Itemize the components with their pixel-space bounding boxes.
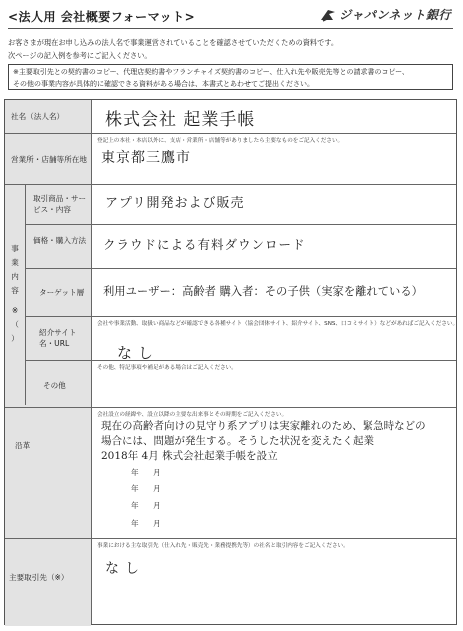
divider — [5, 538, 456, 539]
document-title: <法人用 会社概要フォーマット> — [8, 10, 196, 24]
notice-box — [8, 64, 453, 90]
office-note: 登記上の本社・本店以外に、支店・営業所・店舗等がありましたら主要なものをご記入ください。 — [97, 138, 344, 144]
month-marker: 月 — [153, 468, 161, 477]
target-label: ターゲット層 — [39, 288, 85, 297]
partners-note: 事業における主な取引先（仕入れ先・販売先・業務提携先等）の社名と取引内容をご記入ください。 — [97, 543, 349, 549]
target-value[interactable]: 利用ユーザー：高齢者 購入者：その子供（実家を離れている） — [103, 285, 423, 298]
other-note: その他、特記事項や補足がある場合はご記入ください。 — [97, 365, 237, 371]
label-shade-history — [5, 407, 91, 538]
history-note: 会社設立の経緯や、設立以降の主要な出来事とその時期をご記入ください。 — [97, 412, 288, 418]
title-rule — [8, 28, 453, 29]
price-value[interactable]: クラウドによる有料ダウンロード — [103, 237, 306, 252]
divider — [5, 133, 456, 134]
year-marker: 年 — [131, 484, 139, 493]
products-label: 取引商品・サービス・内容 — [33, 194, 87, 214]
year-marker: 年 — [131, 468, 139, 477]
price-label: 価格・購入方法 — [33, 236, 87, 245]
office-value[interactable]: 東京都三鷹市 — [101, 150, 191, 166]
year-marker: 年 — [131, 501, 139, 510]
history-line-1[interactable]: 現在の高齢者向けの見守り系アプリは実家離れのため、緊急時などの — [101, 420, 426, 432]
partners-label: 主要取引先（※） — [9, 573, 69, 582]
history-year-1[interactable]: 2018年 4月 株式会社起業手帳を設立 — [101, 450, 278, 462]
divider — [25, 224, 456, 225]
intro-line-1: お客さまが現在お申し込みの法人名で事業運営されていることを確認させていただくための資料です。 — [8, 38, 339, 47]
company-name-value[interactable]: 株式会社 起業手帳 — [105, 110, 256, 130]
partners-value[interactable]: なし — [105, 561, 145, 577]
notice-line-2: その他の事業内容が具体的に確認できる資料がある場合は、本書式とあわせてご提出ください。 — [13, 80, 314, 88]
history-line-2[interactable]: 場合には、問題が発生する。そうした状況を変えたく起業 — [101, 435, 374, 447]
site-label: 紹介サイト名・URL — [39, 328, 77, 348]
divider — [5, 184, 456, 185]
column-divider — [91, 100, 92, 624]
business-content-vertical-label: 事 業 内 容 ※ （ ） — [11, 244, 19, 343]
year-marker: 年 — [131, 519, 139, 528]
intro-line-2: 次ページの記入例を参考にご記入ください。 — [8, 51, 152, 60]
other-label: その他 — [43, 381, 66, 390]
history-label: 沿革 — [15, 441, 31, 450]
month-marker: 月 — [153, 484, 161, 493]
month-marker: 月 — [153, 501, 161, 510]
divider — [5, 407, 456, 408]
products-value[interactable]: アプリ開発および販売 — [105, 196, 245, 211]
bank-logo-text: ジャパンネット銀行 — [339, 8, 451, 22]
column-divider — [25, 184, 26, 405]
bank-logo-icon — [319, 7, 337, 23]
office-label: 営業所・店舗等所在地 — [11, 155, 87, 164]
divider — [25, 268, 456, 269]
site-note: 会社や事業活動、取扱い商品などが確認できる各種サイト（協会団体サイト、紹介サイト、SNS、口コミサイト）などがあればご記入ください。 — [97, 321, 459, 327]
company-profile-form — [4, 99, 457, 625]
divider — [25, 316, 456, 317]
notice-line-1: ※主要取引先との契約書のコピー、代理店契約書やフランチャイズ契約書のコピー、仕入れ先や販売先等との請求書のコピー、 — [13, 68, 409, 76]
divider — [25, 360, 456, 361]
company-name-label: 社名（法人名） — [11, 112, 65, 121]
intro-text — [8, 36, 338, 62]
bank-logo — [319, 6, 451, 23]
month-marker: 月 — [153, 519, 161, 528]
site-value[interactable]: なし — [117, 344, 160, 362]
